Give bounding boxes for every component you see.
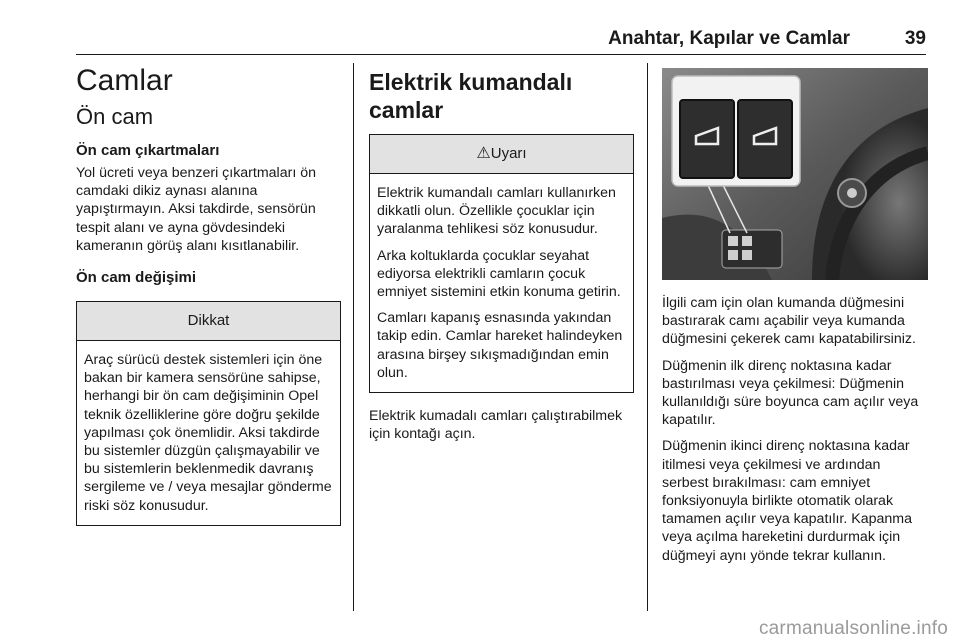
warning-text: Elektrik kumandalı camları kullanırken dikkatli olun. Özellikle çocuklar için yaralanma tehlikesi söz konusudur. [377, 185, 616, 238]
section-title: Elektrik kumandalı camlar [369, 69, 573, 123]
warning-box [369, 134, 634, 393]
topic-heading: Ön cam değişimi [76, 269, 197, 287]
caution-box [76, 301, 341, 526]
page-header [76, 28, 926, 55]
paragraph: Elektrik kumadalı camları çalıştırabilmek için kontağı açın. [369, 408, 623, 443]
right-column [662, 60, 928, 573]
paragraph: Düğmenin ilk direnç noktasına kadar bastırılması veya çekilmesi: Düğmenin kullanıldığı süre boyunca cam açılır veya kapatılır. [662, 357, 919, 429]
paragraph: Yol ücreti veya benzeri çıkartmaları ön camdaki dikiz aynası alanına yapıştırmayın. Aksi takdirde, sensörün tespit alanı ve ayna gövdesindeki kameranın görüş alanı kısıtlanabilir. [76, 165, 316, 254]
caution-title: Dikkat [77, 302, 340, 341]
window-switch-photo [662, 68, 928, 280]
warning-text: Camları kapanış esnasında yakından takip edin. Camlar hareket halindeyken arasına birşey sıkışmadığından emin olun. [377, 310, 623, 381]
page-number: 39 [904, 28, 926, 49]
warning-text: Arka koltuklarda çocuklar seyahat ediyorsa elektrikli camların çocuk emniyet sistemini etkin konuma getirin. [377, 247, 621, 301]
warning-header [370, 135, 633, 174]
warning-title: Uyarı [490, 145, 527, 162]
chapter-title: Anahtar, Kapılar ve Camlar [608, 28, 850, 49]
paragraph: İlgili cam için olan kumanda düğmesini bastırarak camı açabilir veya kumanda düğmesini çekerek camı kapatabilirsiniz. [662, 295, 916, 348]
section-title: Camlar [76, 64, 173, 97]
left-column [76, 60, 341, 526]
middle-column [369, 60, 634, 451]
caution-text: Araç sürücü destek sistemleri için öne bakan bir kamera sensörüne sahipse, herhangi bir ön cam değişiminin Opel teknik özelliklerine göre doğru şekilde yapılması çok önemlidir. Aksi takdirde bu sistemler düzgün çalışmayabilir ve bu sistemlerin beklenmedik davranış sergileme ve / veya mesajlar gönderme riski söz konusudur. [84, 352, 332, 514]
paragraph: Düğmenin ikinci direnç noktasına kadar itilmesi veya çekilmesi ve ardından serbest bırakılması: cam emniyet fonksiyonuyla birlikte otomatik olarak tamamen açılır veya kapatılır. Kapanma veya açılma hareketini durdurmak için düğmeyi aynı yönde tekrar kullanın. [662, 438, 912, 564]
subsection-title: Ön cam [76, 104, 154, 129]
column-divider [353, 63, 354, 611]
column-divider [647, 63, 648, 611]
watermark: carmanualsonline.info [758, 618, 948, 639]
warning-icon: ⚠ [476, 145, 491, 162]
topic-heading: Ön cam çıkartmaları [76, 142, 220, 159]
